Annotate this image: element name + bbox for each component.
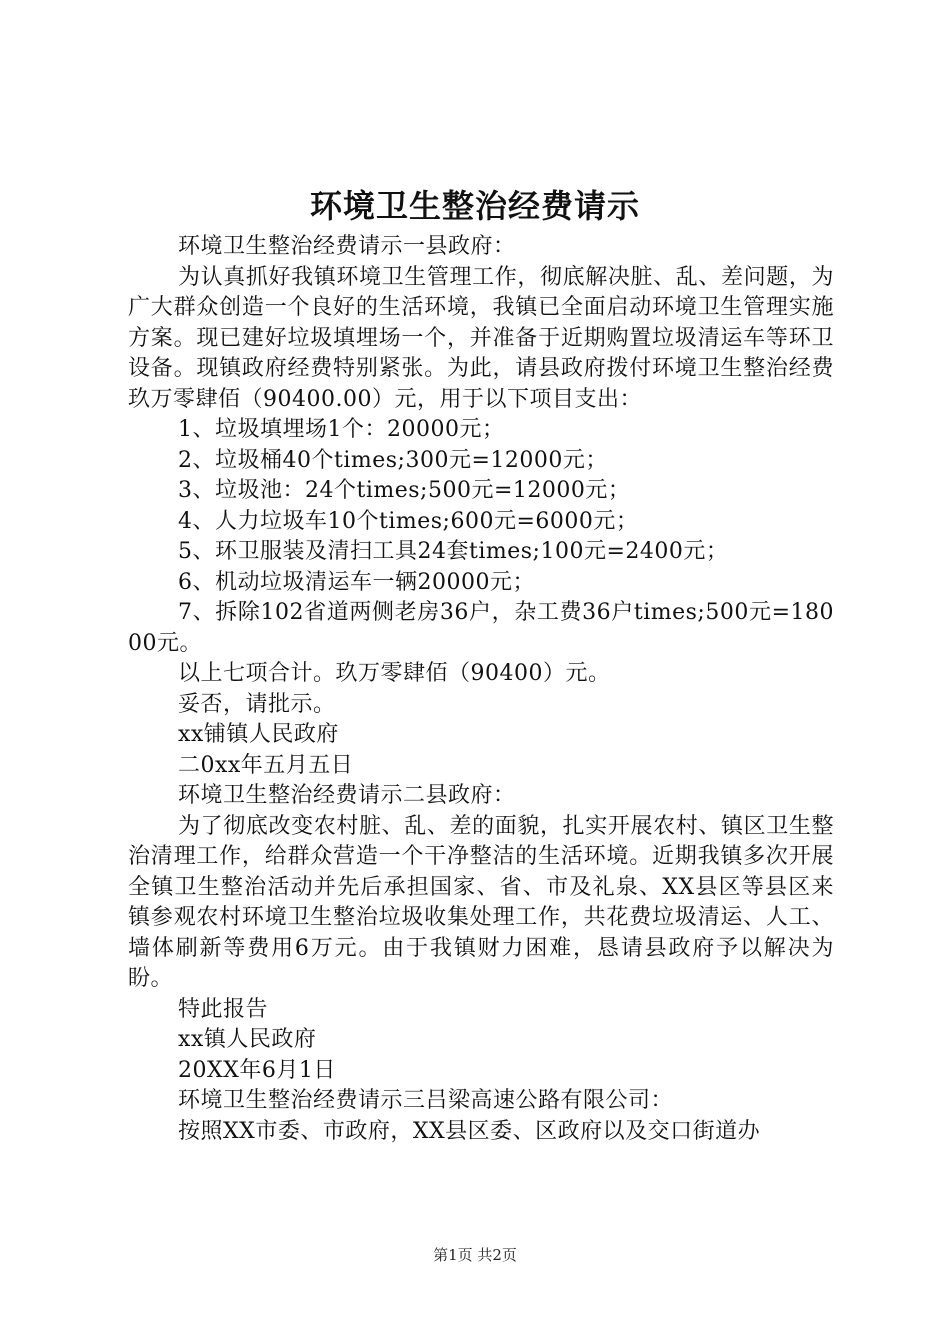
list-item-2: 2、垃圾桶40个times;300元=12000元； <box>178 447 608 473</box>
total-line: 以上七项合计。玖万零肆佰（90400）元。 <box>178 661 611 686</box>
list-item-6: 6、机动垃圾清运车一辆20000元； <box>178 569 535 595</box>
report-line: 特此报告 <box>178 996 269 1022</box>
paragraph-2: 为认真抓好我镇环境卫生管理工作，彻底解决脏、乱、差问题，为广大群众创造一个良好的生活环境，我镇已全面启动环境卫生管理实施方案。现已建好垃圾填埋场一个，并准备于近期购置垃圾清运车等环卫设备。现镇政府经费特别紧张。为此，请县政府拨付环境卫生整治经费玖万零肆佰（90400.00）元，用于以下项目支出： <box>128 264 834 412</box>
page-number: 第1页 共2页 <box>433 1246 517 1264</box>
list-item-5: 5、环卫服装及清扫工具24套times;100元=2400元； <box>178 539 729 564</box>
signature-date-1: 二0xx年五月五日 <box>178 752 354 778</box>
signature-org-1: xx铺镇人民政府 <box>178 722 339 747</box>
list-item-4: 4、人力垃圾车10个times;600元=6000元； <box>178 508 639 534</box>
document-body <box>128 232 834 1147</box>
list-item-7: 7、拆除102省道两侧老房36户，杂工费36户times;500元=18000元。 <box>128 600 834 656</box>
paragraph-4: 按照XX市委、市政府，XX县区委、区政府以及交口街道办 <box>178 1118 761 1144</box>
list-item-1: 1、垃圾填埋场1个：20000元； <box>178 417 505 442</box>
signature-date-2: 20XX年6月1日 <box>178 1057 336 1083</box>
document-title: 环境卫生整治经费请示 <box>309 187 640 225</box>
heading-3: 环境卫生整治经费请示三吕梁高速公路有限公司： <box>178 1088 674 1113</box>
request-line: 妥否，请批示。 <box>178 691 336 717</box>
paragraph-3: 为了彻底改变农村脏、乱、差的面貌，扎实开展农村、镇区卫生整治清理工作，给群众营造一个干净整洁的生活环境。近期我镇多次开展全镇卫生整治活动并先后承担国家、省、市及礼泉、XX县区等县区来镇参观农村环境卫生整治垃圾收集处理工作，共花费垃圾清运、人工、墙体刷新等费用6万元。由于我镇财力困难，恳请县政府予以解决为盼。 <box>128 813 834 991</box>
signature-org-2: xx镇人民政府 <box>178 1027 317 1052</box>
list-item-3: 3、垃圾池：24个times;500元=12000元； <box>178 478 631 503</box>
heading-2: 环境卫生整治经费请示二县政府： <box>178 783 516 808</box>
paragraph-1: 环境卫生整治经费请示一县政府： <box>178 234 516 259</box>
